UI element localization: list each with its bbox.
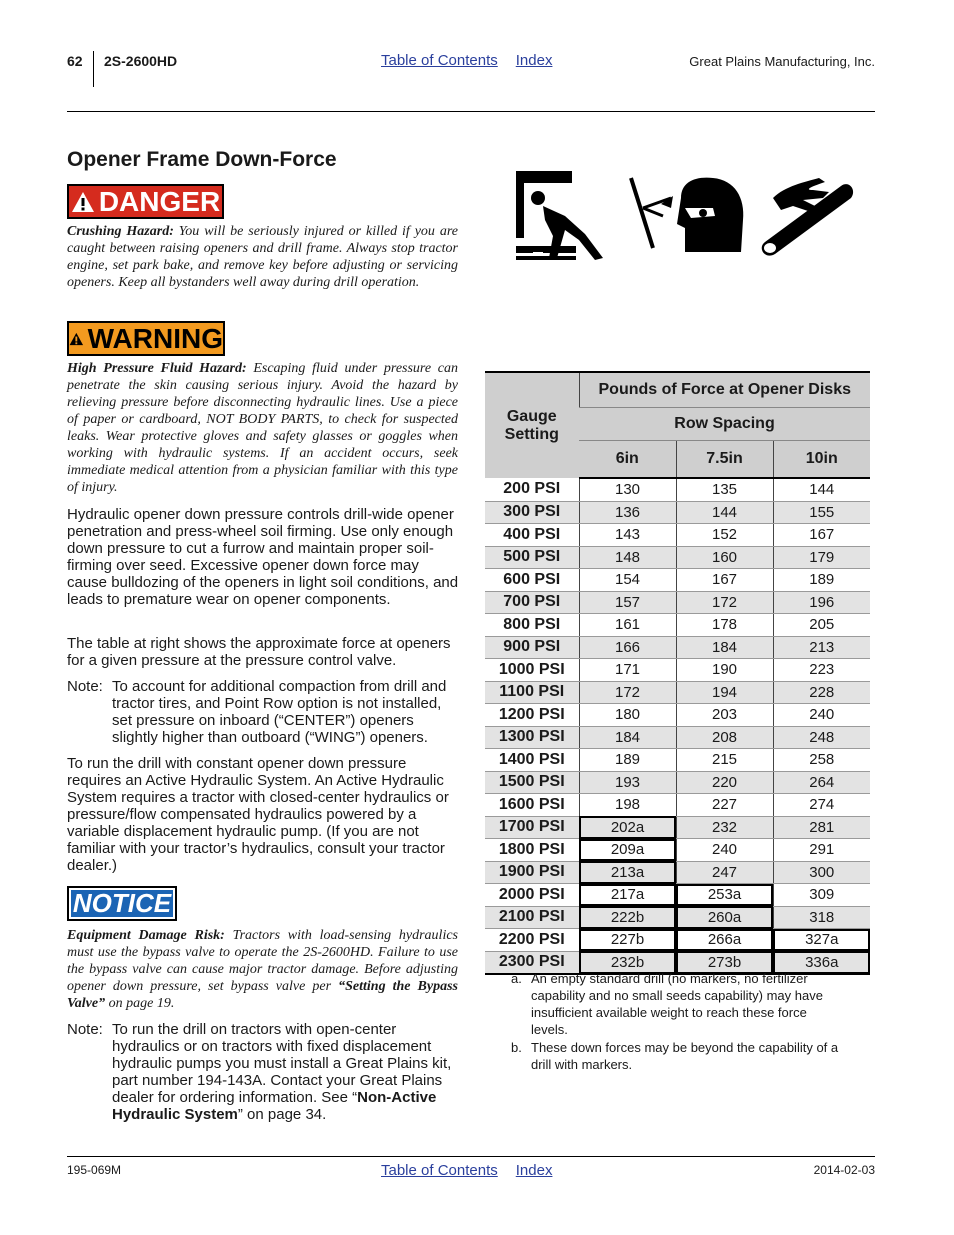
gauge-cell: 200 PSI xyxy=(485,478,579,501)
force-cell: 227b xyxy=(579,929,676,952)
table-row xyxy=(485,569,870,592)
notice-message xyxy=(67,927,458,1012)
force-cell: 193 xyxy=(579,771,676,794)
table-row xyxy=(485,546,870,569)
gauge-cell: 1000 PSI xyxy=(485,659,579,682)
force-cell: 217a xyxy=(579,884,676,907)
table-row xyxy=(485,501,870,524)
gauge-cell: 1200 PSI xyxy=(485,704,579,727)
force-cell: 300 xyxy=(773,861,870,884)
gauge-cell: 800 PSI xyxy=(485,614,579,637)
gauge-cell: 900 PSI xyxy=(485,636,579,659)
col-header-10in: 10in xyxy=(773,441,870,479)
gauge-cell: 1900 PSI xyxy=(485,861,579,884)
note-label: Note: xyxy=(67,678,103,695)
model-name: 2S-2600HD xyxy=(104,53,178,69)
danger-message xyxy=(67,223,458,291)
danger-sign xyxy=(67,184,224,219)
notice-page: on page 19. xyxy=(108,996,175,1011)
force-cell: 240 xyxy=(773,704,870,727)
force-cell: 155 xyxy=(773,501,870,524)
force-cell: 189 xyxy=(579,749,676,772)
safety-pictograms xyxy=(513,168,858,264)
gauge-cell: 1500 PSI xyxy=(485,771,579,794)
page-number: 62 xyxy=(67,53,83,69)
force-cell: 274 xyxy=(773,794,870,817)
force-cell: 309 xyxy=(773,884,870,907)
fluid-injection-icon xyxy=(762,178,853,256)
force-cell: 178 xyxy=(676,614,773,637)
warning-label: WARNING xyxy=(87,322,223,354)
force-cell: 144 xyxy=(676,501,773,524)
notice-label: NOTICE xyxy=(72,888,172,918)
table-row xyxy=(485,794,870,817)
note-ref: Non-Active Hydraulic System xyxy=(112,1089,437,1123)
force-cell: 213 xyxy=(773,636,870,659)
table-row xyxy=(485,839,870,862)
force-cell: 273b xyxy=(676,951,773,974)
paragraph-table-intro: The table at right shows the approximate force at openers for a given pressure at the pressure control valve. xyxy=(67,635,451,669)
footnote-label: a. xyxy=(511,971,522,986)
force-cell: 194 xyxy=(676,681,773,704)
gauge-cell: 1100 PSI xyxy=(485,681,579,704)
notice-text: Tractors with load-sensing hydraulics must use the bypass valve to operate the 2S-2600HD. Failure to use the bypass valve can cause major tractor damage. Before adjusting opener down pressure, set bypass valve per xyxy=(67,928,458,994)
table-row xyxy=(485,816,870,839)
danger-text: You will be seriously injured or killed if you are caught between raising openers and drill frame. Always stop tractor engine, set park bake, and remove key before adjusting or servicing openers. Keep all bystanders well away during drill operation. xyxy=(67,224,458,290)
table-row xyxy=(485,659,870,682)
note-text: To account for additional compaction from drill and tractor tires, and Point Row option is not installed, set pressure on inboard (“CENTER”) openers slightly higher than outboard (“WING”) openers. xyxy=(112,678,447,746)
force-cell: 198 xyxy=(579,794,676,817)
note-open-center xyxy=(67,1021,459,1123)
force-cell: 223 xyxy=(773,659,870,682)
table-row xyxy=(485,726,870,749)
gauge-cell: 1800 PSI xyxy=(485,839,579,862)
company-name: Great Plains Manufacturing, Inc. xyxy=(689,54,875,69)
force-cell: 260a xyxy=(676,906,773,929)
force-cell: 143 xyxy=(579,524,676,547)
warning-sign xyxy=(67,321,225,356)
gauge-cell: 1600 PSI xyxy=(485,794,579,817)
force-cell: 222b xyxy=(579,906,676,929)
gauge-cell: 2100 PSI xyxy=(485,906,579,929)
force-cell: 167 xyxy=(773,524,870,547)
force-cell: 130 xyxy=(579,478,676,501)
force-cell: 135 xyxy=(676,478,773,501)
section-title: Opener Frame Down-Force xyxy=(67,148,337,171)
gauge-cell: 1300 PSI xyxy=(485,726,579,749)
force-cell: 167 xyxy=(676,569,773,592)
index-link[interactable]: Index xyxy=(515,1162,553,1179)
document-id: 195-069M xyxy=(67,1163,122,1177)
warning-message xyxy=(67,360,458,496)
toc-link[interactable]: Table of Contents xyxy=(381,52,498,69)
table-row xyxy=(485,614,870,637)
table-row xyxy=(485,771,870,794)
force-cell: 205 xyxy=(773,614,870,637)
force-cell: 247 xyxy=(676,861,773,884)
paragraph-downpressure: Hydraulic opener down pressure controls drill-wide opener penetration and press-wheel soil firming. Use only enough down pressure to cut a furrow and maintain proper soil-firming over seed. Excessive opener down force may cause bulldozing of the openers in light soil conditions, and leads to premature wear on opener components. xyxy=(67,506,459,608)
gauge-cell: 1700 PSI xyxy=(485,816,579,839)
toc-link[interactable]: Table of Contents xyxy=(381,1162,498,1179)
down-force-table xyxy=(485,371,870,975)
alert-triangle-icon xyxy=(69,328,84,350)
note-compaction xyxy=(67,678,459,746)
gauge-cell: 2200 PSI xyxy=(485,929,579,952)
force-cell: 136 xyxy=(579,501,676,524)
gauge-cell: 2300 PSI xyxy=(485,951,579,974)
header-nav xyxy=(381,52,552,69)
force-cell: 291 xyxy=(773,839,870,862)
force-cell: 208 xyxy=(676,726,773,749)
force-cell: 196 xyxy=(773,591,870,614)
force-cell: 213a xyxy=(579,861,676,884)
face-protection-icon xyxy=(631,178,743,252)
gauge-cell: 2000 PSI xyxy=(485,884,579,907)
force-cell: 144 xyxy=(773,478,870,501)
header-rule xyxy=(67,111,875,112)
index-link[interactable]: Index xyxy=(515,52,553,69)
gauge-cell: 500 PSI xyxy=(485,546,579,569)
force-cell: 227 xyxy=(676,794,773,817)
force-cell: 264 xyxy=(773,771,870,794)
force-header: Pounds of Force at Opener Disks xyxy=(579,372,870,408)
footnote-b xyxy=(511,1039,841,1073)
publish-date: 2014-02-03 xyxy=(813,1163,875,1177)
table-row xyxy=(485,884,870,907)
col-header-6in: 6in xyxy=(579,441,676,479)
notice-sign xyxy=(67,886,177,921)
footnote-a xyxy=(511,970,841,1038)
paragraph-active-hydraulics: To run the drill with constant opener down pressure requires an Active Hydraulic System. An Active Hydraulic System requires a tractor with closed-center hydraulics or pressure/flow compensated hydraulics powered by a variable displacement hydraulic pump. (If you are not familiar with your tractor’s hydraulics, consult your tractor dealer.) xyxy=(67,755,449,874)
footnote-label: b. xyxy=(511,1040,522,1055)
table-row xyxy=(485,478,870,501)
table-row xyxy=(485,681,870,704)
force-cell: 189 xyxy=(773,569,870,592)
force-cell: 336a xyxy=(773,951,870,974)
danger-lead: Crushing Hazard: xyxy=(67,224,174,239)
note-tail: ” on page 34. xyxy=(237,1106,327,1123)
note-text: To run the drill on tractors with open-center hydraulics or on tractors with fixed displacement hydraulic pumps you must install a Great Plains kit, part number 194-143A. Contact your Great Plains dealer for ordering information. See “ xyxy=(112,1021,452,1106)
force-cell: 258 xyxy=(773,749,870,772)
force-cell: 157 xyxy=(579,591,676,614)
force-cell: 161 xyxy=(579,614,676,637)
force-cell: 180 xyxy=(579,704,676,727)
table-row xyxy=(485,704,870,727)
force-cell: 232 xyxy=(676,816,773,839)
table-body xyxy=(485,478,870,974)
danger-label: DANGER xyxy=(98,185,221,217)
warning-lead: High Pressure Fluid Hazard: xyxy=(67,361,247,376)
table-row xyxy=(485,861,870,884)
notice-ref: “Setting the Bypass Valve” xyxy=(67,979,458,1011)
table-row xyxy=(485,906,870,929)
force-cell: 179 xyxy=(773,546,870,569)
force-cell: 166 xyxy=(579,636,676,659)
force-cell: 232b xyxy=(579,951,676,974)
warning-text: Escaping fluid under pressure can penetrate the skin causing serious injury. Avoid the hazard by relieving pressure before disconnecting hydraulic lines. Use a piece of paper or cardboard, NOT BODY PARTS, to check for suspected leaks. Wear protective gloves and safety glasses or goggles when working with hydraulic systems. If an accident occurs, seek immediate medical attention from a physician familiar with this type of injury. xyxy=(67,361,458,495)
notice-lead: Equipment Damage Risk: xyxy=(67,928,225,943)
col-header-7-5in: 7.5in xyxy=(676,441,773,479)
row-spacing-header: Row Spacing xyxy=(579,408,870,441)
header-divider xyxy=(93,51,94,87)
table-row xyxy=(485,591,870,614)
force-cell: 172 xyxy=(676,591,773,614)
footer-nav xyxy=(381,1162,552,1179)
force-cell: 266a xyxy=(676,929,773,952)
force-cell: 190 xyxy=(676,659,773,682)
force-cell: 172 xyxy=(579,681,676,704)
table-row xyxy=(485,636,870,659)
table-row xyxy=(485,749,870,772)
force-cell: 215 xyxy=(676,749,773,772)
force-cell: 184 xyxy=(676,636,773,659)
force-cell: 203 xyxy=(676,704,773,727)
force-cell: 154 xyxy=(579,569,676,592)
gauge-cell: 1400 PSI xyxy=(485,749,579,772)
force-cell: 202a xyxy=(579,816,676,839)
force-cell: 248 xyxy=(773,726,870,749)
force-cell: 184 xyxy=(579,726,676,749)
force-cell: 220 xyxy=(676,771,773,794)
force-cell: 160 xyxy=(676,546,773,569)
force-cell: 209a xyxy=(579,839,676,862)
note-label: Note: xyxy=(67,1021,103,1038)
force-cell: 281 xyxy=(773,816,870,839)
crush-hazard-icon xyxy=(516,171,603,260)
force-cell: 148 xyxy=(579,546,676,569)
force-cell: 171 xyxy=(579,659,676,682)
gauge-cell: 700 PSI xyxy=(485,591,579,614)
footer-rule xyxy=(67,1156,875,1157)
gauge-cell: 600 PSI xyxy=(485,569,579,592)
footnote-text: These down forces may be beyond the capability of a drill with markers. xyxy=(531,1040,839,1072)
force-cell: 327a xyxy=(773,929,870,952)
gauge-setting-header: Gauge Setting xyxy=(485,372,579,478)
force-cell: 228 xyxy=(773,681,870,704)
footnote-text: An empty standard drill (no markers, no fertilizer capability and no small seeds capability) may have insufficient available weight to reach these force levels. xyxy=(531,971,823,1037)
force-cell: 253a xyxy=(676,884,773,907)
gauge-cell: 400 PSI xyxy=(485,524,579,547)
force-cell: 240 xyxy=(676,839,773,862)
table-row xyxy=(485,524,870,547)
alert-triangle-icon xyxy=(71,191,95,213)
force-cell: 318 xyxy=(773,906,870,929)
force-cell: 152 xyxy=(676,524,773,547)
gauge-cell: 300 PSI xyxy=(485,501,579,524)
table-row xyxy=(485,929,870,952)
